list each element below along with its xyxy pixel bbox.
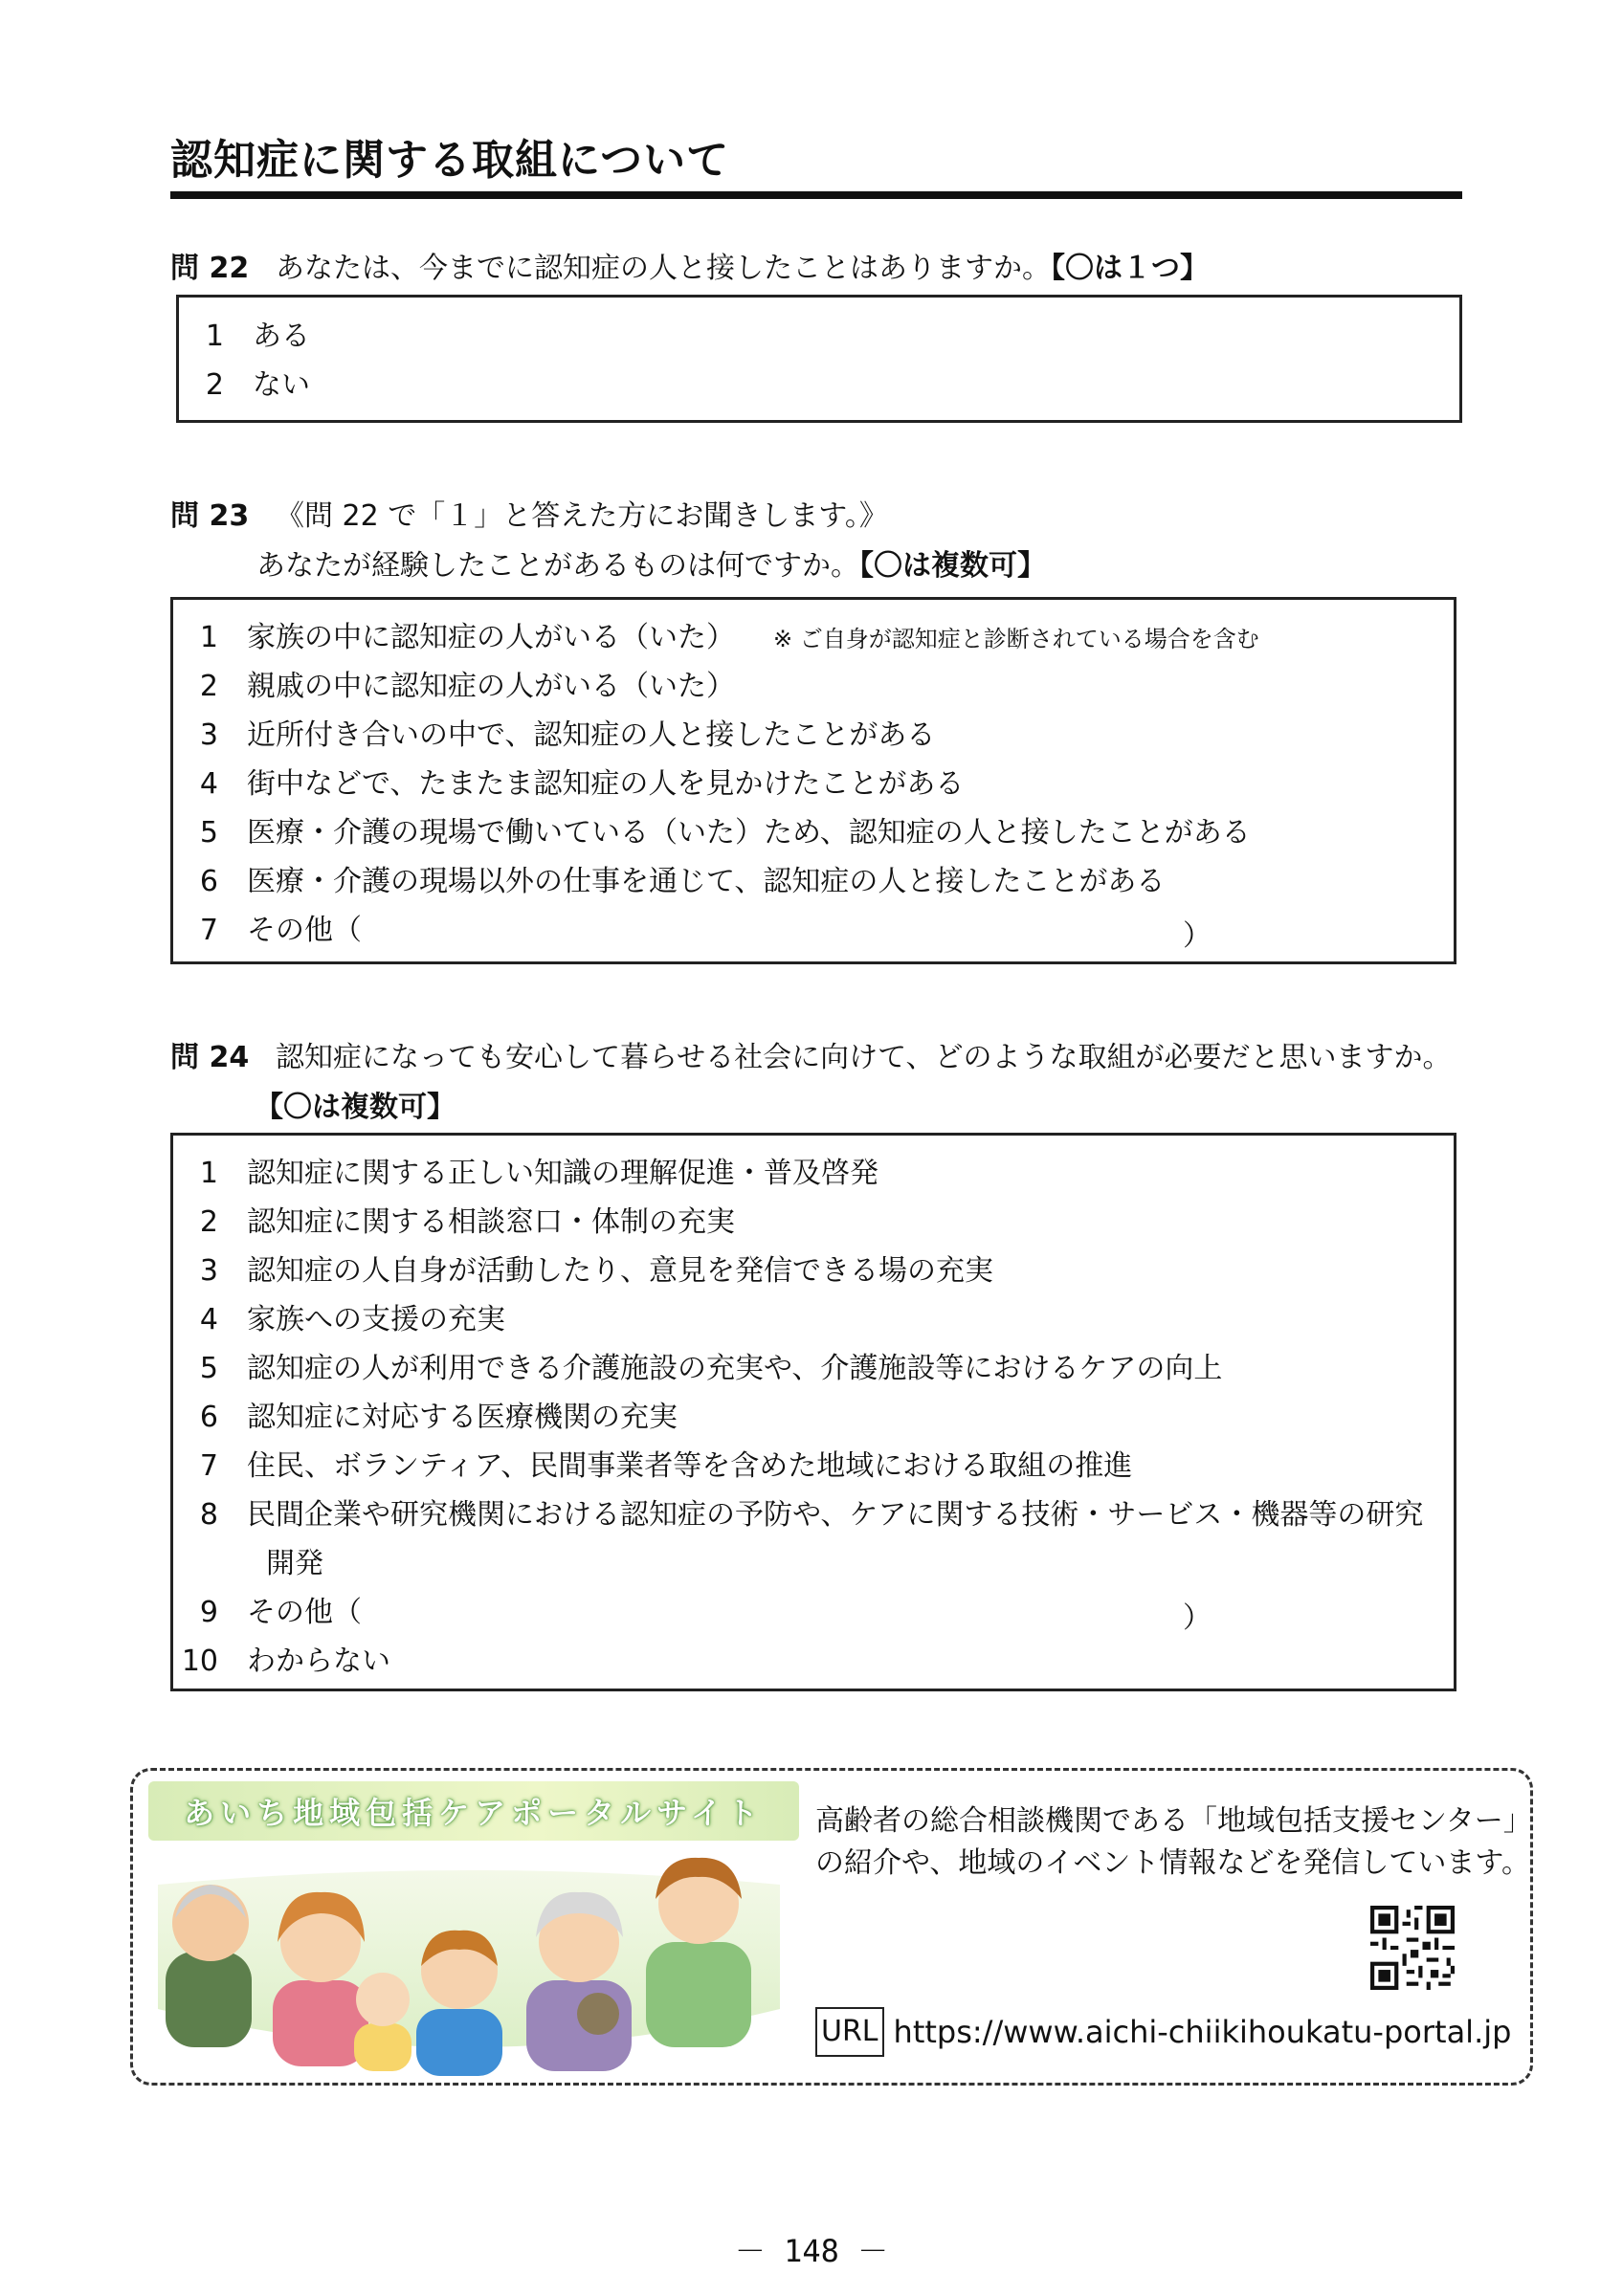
question-22 <box>170 244 1209 294</box>
url-label: URL <box>815 2007 884 2057</box>
option-24-2[interactable]: 2 認知症に関する相談窓口・体制の充実 <box>199 1205 735 1239</box>
other-close-paren: ） <box>1183 919 1212 953</box>
option-24-10[interactable]: 10 わからない <box>181 1645 390 1678</box>
question-number: 問 23 <box>170 499 250 533</box>
grandpa-figure <box>166 1885 252 2047</box>
title-rule <box>170 191 1462 199</box>
question-text: あなたは、今までに認知症の人と接したことはありますか。 <box>276 252 1051 285</box>
question-condition: 《問 22 で「１」と答えた方にお聞きします。》 <box>276 499 888 533</box>
option-24-7[interactable]: 7 住民、ボランティア、民間事業者等を含めた地域における取組の推進 <box>199 1449 1133 1483</box>
question-instruction: 【〇は複数可】 <box>255 1091 456 1124</box>
family-illustration <box>148 1846 789 2076</box>
portal-description: 高齢者の総合相談機関である「地域包括支援センター」 の紹介や、地域のイベント情報などを発信しています。 <box>815 1804 1532 1880</box>
question-number: 問 24 <box>170 1041 250 1074</box>
option-24-9[interactable]: 9 その他（ <box>199 1596 362 1629</box>
url-row <box>815 2007 1511 2057</box>
answer-box-22 <box>176 295 1462 423</box>
page-title: 認知症に関する取組について <box>170 136 730 185</box>
option-23-6[interactable]: 6 医療・介護の現場以外の仕事を通じて、認知症の人と接したことがある <box>199 865 1166 898</box>
option-22-1[interactable]: 1 ある <box>205 320 310 353</box>
option-23-4[interactable]: 4 街中などで、たまたま認知症の人を見かけたことがある <box>199 767 965 801</box>
page-number: － 148 － <box>734 2233 889 2269</box>
question-text: 認知症になっても安心して暮らせる社会に向けて、どのような取組が必要だと思いますか。 <box>276 1041 1452 1074</box>
other-close-paren: ） <box>1183 1601 1212 1635</box>
question-23 <box>170 492 1046 583</box>
father-figure <box>646 1858 751 2047</box>
option-24-8[interactable]: 8 民間企業や研究機関における認知症の予防や、ケアに関する技術・サービス・機器等の研究 <box>199 1498 1424 1532</box>
cat-figure <box>577 1993 619 2035</box>
option-24-1[interactable]: 1 認知症に関する正しい知識の理解促進・普及啓発 <box>199 1157 878 1190</box>
option-24-6[interactable]: 6 認知症に対応する医療機関の充実 <box>199 1401 678 1434</box>
option-note: ※ ご自身が認知症と診断されている場合を含む <box>773 626 1259 652</box>
option-23-7[interactable]: 7 その他（ <box>199 914 362 947</box>
question-text: あなたが経験したことがあるものは何ですか。 <box>256 549 859 583</box>
option-24-8-continued: 開発 <box>266 1547 323 1580</box>
option-22-2[interactable]: 2 ない <box>205 368 310 402</box>
qr-code-icon[interactable] <box>1370 1906 1455 1990</box>
option-23-1[interactable]: 1 家族の中に認知症の人がいる（いた） ※ ご自身が認知症と診断されている場合を含む <box>199 621 1259 654</box>
option-23-3[interactable]: 3 近所付き合いの中で、認知症の人と接したことがある <box>199 718 936 752</box>
question-24 <box>170 1033 1452 1124</box>
question-number: 問 22 <box>170 252 250 285</box>
option-23-2[interactable]: 2 親戚の中に認知症の人がいる（いた） <box>199 670 735 703</box>
option-24-3[interactable]: 3 認知症の人自身が活動したり、意見を発信できる場の充実 <box>199 1254 993 1288</box>
question-instruction: 【〇は複数可】 <box>859 549 1046 583</box>
portal-banner: あいち地域包括ケアポータルサイト <box>148 1781 799 1841</box>
option-23-5[interactable]: 5 医療・介護の現場で働いている（いた）ため、認知症の人と接したことがある <box>199 816 1251 850</box>
question-instruction: 【〇は１つ】 <box>1051 252 1209 285</box>
option-24-5[interactable]: 5 認知症の人が利用できる介護施設の充実や、介護施設等におけるケアの向上 <box>199 1352 1223 1385</box>
portal-url-link[interactable]: https://www.aichi-chiikihoukatu-portal.jp <box>893 2014 1512 2050</box>
option-24-4[interactable]: 4 家族への支援の充実 <box>199 1303 505 1336</box>
